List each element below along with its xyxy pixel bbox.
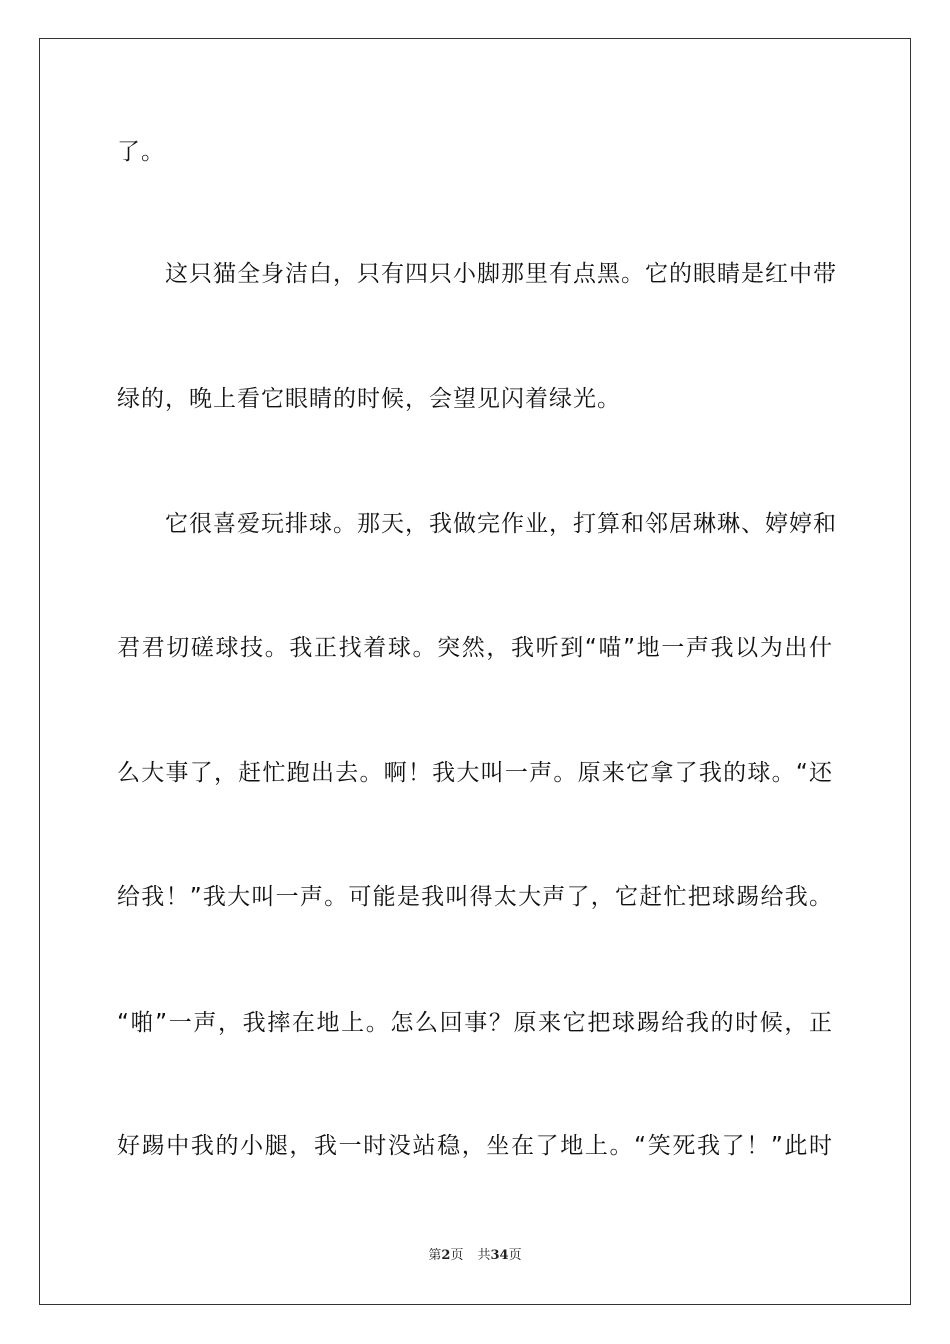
text-line-3: 绿的，晚上看它眼睛的时候，会望见闪着绿光。 [117, 386, 621, 412]
page-number: 2 [441, 1248, 451, 1263]
text-line-4: 它很喜爱玩排球。那天，我做完作业，打算和邻居琳琳、婷婷和 [165, 511, 837, 537]
page-border [39, 38, 911, 1305]
page-suffix: 页 [450, 1248, 464, 1263]
text-line-6: 么大事了，赶忙跑出去。啊！我大叫一声。原来它拿了我的球。“还 [117, 760, 833, 786]
page-footer [0, 1247, 950, 1265]
text-line-1: 了。 [117, 139, 165, 165]
text-line-8: “啪”一声，我摔在地上。怎么回事？原来它把球踢给我的时候，正 [117, 1010, 833, 1036]
text-line-9: 好踢中我的小腿，我一时没站稳，坐在了地上。“笑死我了！”此时 [117, 1133, 833, 1159]
text-line-5: 君君切磋球技。我正找着球。突然，我听到“喵”地一声我以为出什 [117, 635, 833, 661]
page-prefix: 第 [428, 1248, 442, 1263]
text-line-2: 这只猫全身洁白，只有四只小脚那里有点黑。它的眼睛是红中带 [165, 261, 837, 287]
total-pages: 34 [490, 1248, 509, 1263]
total-prefix: 共 [477, 1248, 491, 1263]
total-suffix: 页 [508, 1248, 522, 1263]
text-line-7: 给我！”我大叫一声。可能是我叫得太大声了，它赶忙把球踢给我。 [117, 884, 833, 910]
